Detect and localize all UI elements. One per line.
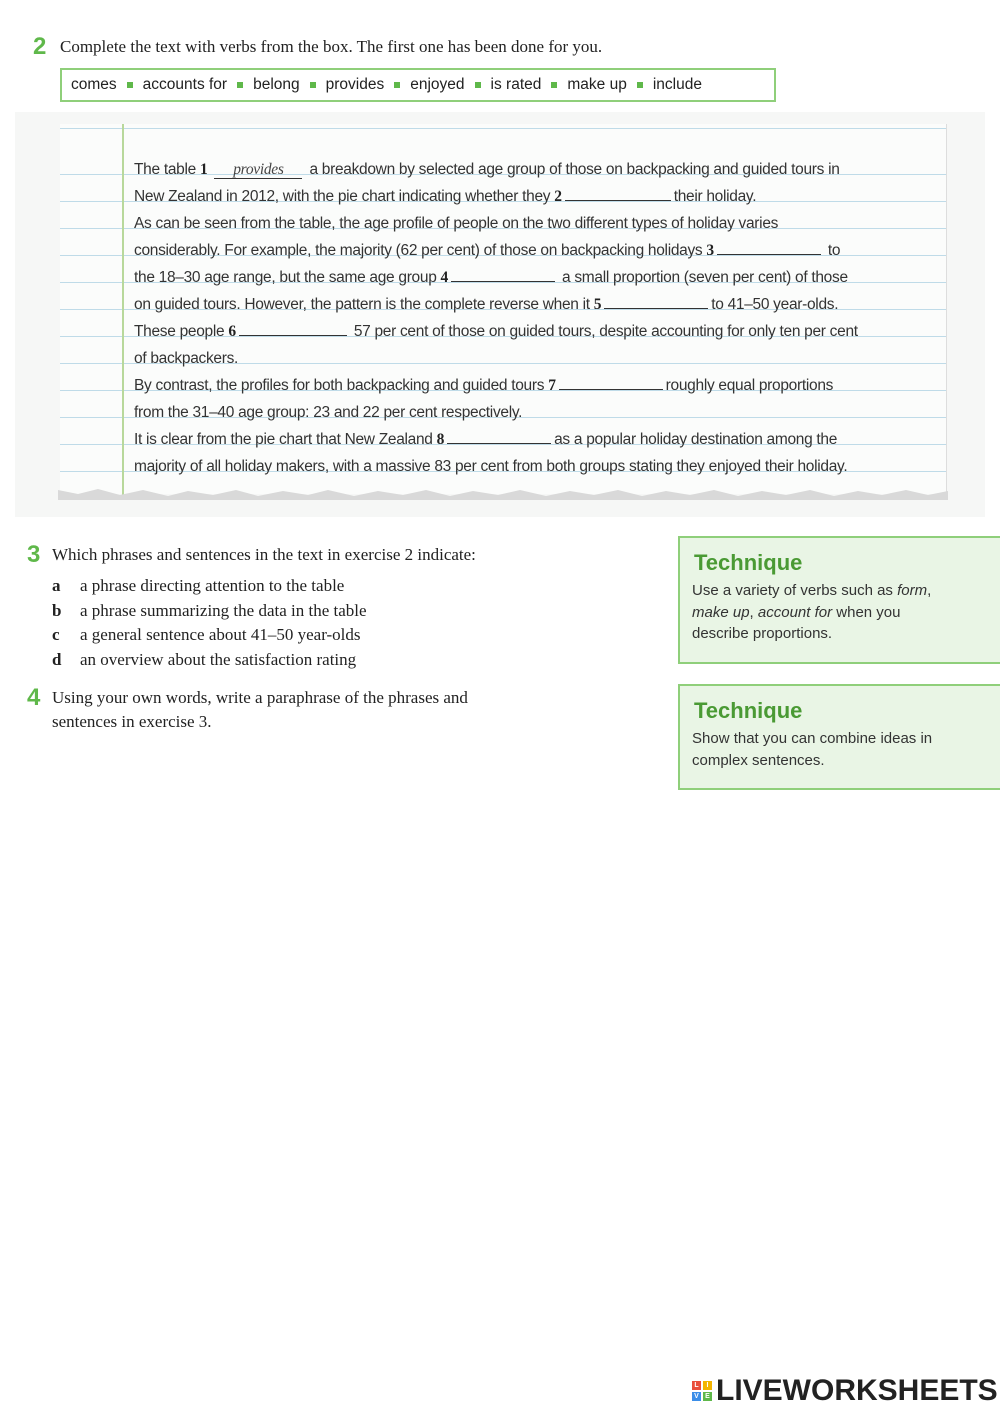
word-accounts-for: accounts for	[142, 76, 228, 93]
text-segment: to	[827, 242, 841, 259]
logo-letter: V	[692, 1392, 701, 1401]
exercise-3-number: 3	[27, 541, 41, 568]
technique-body	[692, 580, 996, 645]
item-text: an overview about the satisfaction rating	[80, 649, 357, 669]
exercise-4-line-1: Using your own words, write a paraphrase of the phrases and	[52, 688, 468, 707]
logo-grid-icon	[692, 1381, 712, 1401]
exercise-3-instruction: Which phrases and sentences in the text in exercise 2 indicate:	[52, 545, 476, 564]
exercise-3-list	[52, 574, 367, 672]
exercise-2-number: 2	[33, 33, 47, 60]
technique-title: Technique	[694, 698, 803, 723]
gap-number-2: 2	[554, 188, 562, 205]
separator-square-icon	[310, 82, 316, 88]
technique-term: account for	[757, 603, 833, 621]
text-segment: a small proportion (seven per cent) of those	[562, 269, 848, 286]
word-include: include	[652, 76, 702, 93]
item-letter: b	[52, 600, 62, 620]
text-line	[134, 345, 924, 372]
text-segment: of backpackers.	[134, 350, 239, 367]
text-segment: As can be seen from the table, the age profile of people on the two different types of holiday varies	[134, 215, 779, 232]
separator-square-icon	[551, 82, 557, 88]
item-letter: d	[52, 649, 62, 669]
gap-number-4: 4	[440, 269, 448, 286]
exercise-2-instruction: Complete the text with verbs from the box. The first one has been done for you.	[60, 37, 603, 56]
text-line	[134, 183, 924, 210]
technique-text: ,	[927, 582, 932, 599]
gap-number-3: 3	[706, 242, 714, 259]
technique-box-2	[678, 684, 1000, 790]
liveworksheets-logo[interactable]	[692, 1374, 998, 1408]
word-box	[60, 68, 776, 102]
text-segment: It is clear from the pie chart that New Zealand	[134, 431, 433, 448]
list-item	[52, 648, 367, 673]
gap-7-input[interactable]	[559, 375, 663, 390]
text-segment: The table	[134, 161, 196, 178]
technique-term: form	[897, 582, 928, 599]
gap-fill-text	[134, 156, 924, 480]
gap-1-answer: provides	[214, 162, 302, 179]
text-line	[134, 399, 924, 426]
word-is-rated: is rated	[490, 76, 542, 93]
brand-name: LIVEWORKSHEETS	[716, 1374, 998, 1407]
gap-number-6: 6	[228, 323, 236, 340]
list-item	[52, 623, 367, 648]
text-segment: By contrast, the profiles for both backpacking and guided tours	[134, 377, 545, 394]
technique-body: Show that you can combine ideas in complex sentences.	[692, 730, 933, 769]
logo-letter: I	[703, 1381, 712, 1390]
text-segment: a breakdown by selected age group of those on backpacking and guided tours in	[309, 161, 840, 178]
exercise-4-line-2: sentences in exercise 3.	[52, 712, 212, 731]
exercise-4-number: 4	[27, 684, 41, 711]
word-make-up: make up	[567, 76, 627, 93]
text-line	[134, 237, 924, 264]
separator-square-icon	[475, 82, 481, 88]
text-line	[134, 426, 924, 453]
technique-text: Use a variety of verbs such as	[692, 582, 893, 599]
text-line	[134, 372, 924, 399]
item-text: a phrase directing attention to the table	[80, 576, 345, 595]
notebook-margin-line	[122, 124, 124, 496]
gap-5-input[interactable]	[604, 294, 708, 309]
separator-square-icon	[237, 82, 243, 88]
item-text: a general sentence about 41–50 year-olds	[80, 625, 361, 644]
technique-text: when you	[836, 603, 901, 621]
text-segment: their holiday.	[673, 188, 757, 205]
gap-number-5: 5	[593, 296, 602, 313]
separator-square-icon	[637, 82, 643, 88]
technique-text: ,	[749, 603, 754, 621]
gap-number-7: 7	[548, 377, 556, 394]
text-segment: majority of all holiday makers, with a massive 83 per cent from both groups stating they enjoyed their holiday.	[134, 458, 848, 475]
text-segment: from the 31–40 age group: 23 and 22 per cent respectively.	[134, 404, 523, 421]
word-enjoyed: enjoyed	[410, 76, 465, 93]
gap-8-input[interactable]	[447, 429, 551, 444]
text-segment: to 41–50 year-olds.	[711, 296, 839, 313]
logo-letter: L	[692, 1381, 701, 1390]
text-line	[134, 291, 924, 318]
technique-term: make up	[692, 603, 750, 621]
text-segment: These people	[134, 323, 225, 340]
gap-6-input[interactable]	[239, 321, 347, 336]
technique-box-1	[678, 536, 1000, 664]
text-segment: considerably. For example, the majority (62 per cent) of those on backpacking holidays	[134, 242, 703, 259]
list-item	[52, 574, 367, 599]
gap-number-1: 1	[199, 161, 208, 178]
technique-text: describe proportions.	[692, 625, 833, 642]
gap-2-input[interactable]	[565, 186, 671, 201]
item-letter: c	[52, 625, 60, 644]
item-text: a phrase summarizing the data in the table	[80, 600, 367, 620]
gap-number-8: 8	[436, 431, 445, 448]
text-segment: as a popular holiday destination among the	[554, 431, 838, 448]
text-line	[134, 156, 924, 183]
word-belong: belong	[253, 76, 300, 93]
separator-square-icon	[127, 82, 133, 88]
text-segment: New Zealand in 2012, with the pie chart indicating whether they	[134, 188, 551, 205]
word-provides: provides	[325, 76, 385, 93]
text-segment: the 18–30 age range, but the same age group	[134, 269, 437, 286]
text-segment: 57 per cent of those on guided tours, despite accounting for only ten per cent	[353, 323, 858, 340]
text-line	[134, 210, 924, 237]
text-line	[134, 453, 924, 480]
text-segment: roughly equal proportions	[665, 377, 834, 394]
technique-title: Technique	[694, 550, 803, 575]
text-line	[134, 264, 924, 291]
word-comes: comes	[71, 76, 117, 93]
item-letter: a	[52, 576, 61, 595]
text-line	[134, 318, 924, 345]
torn-edge	[58, 486, 948, 500]
list-item	[52, 599, 367, 624]
gap-3-input[interactable]	[717, 240, 821, 255]
gap-4-input[interactable]	[451, 267, 555, 282]
text-segment: on guided tours. However, the pattern is the complete reverse when it	[134, 296, 590, 313]
logo-letter: E	[703, 1392, 712, 1401]
separator-square-icon	[394, 82, 400, 88]
